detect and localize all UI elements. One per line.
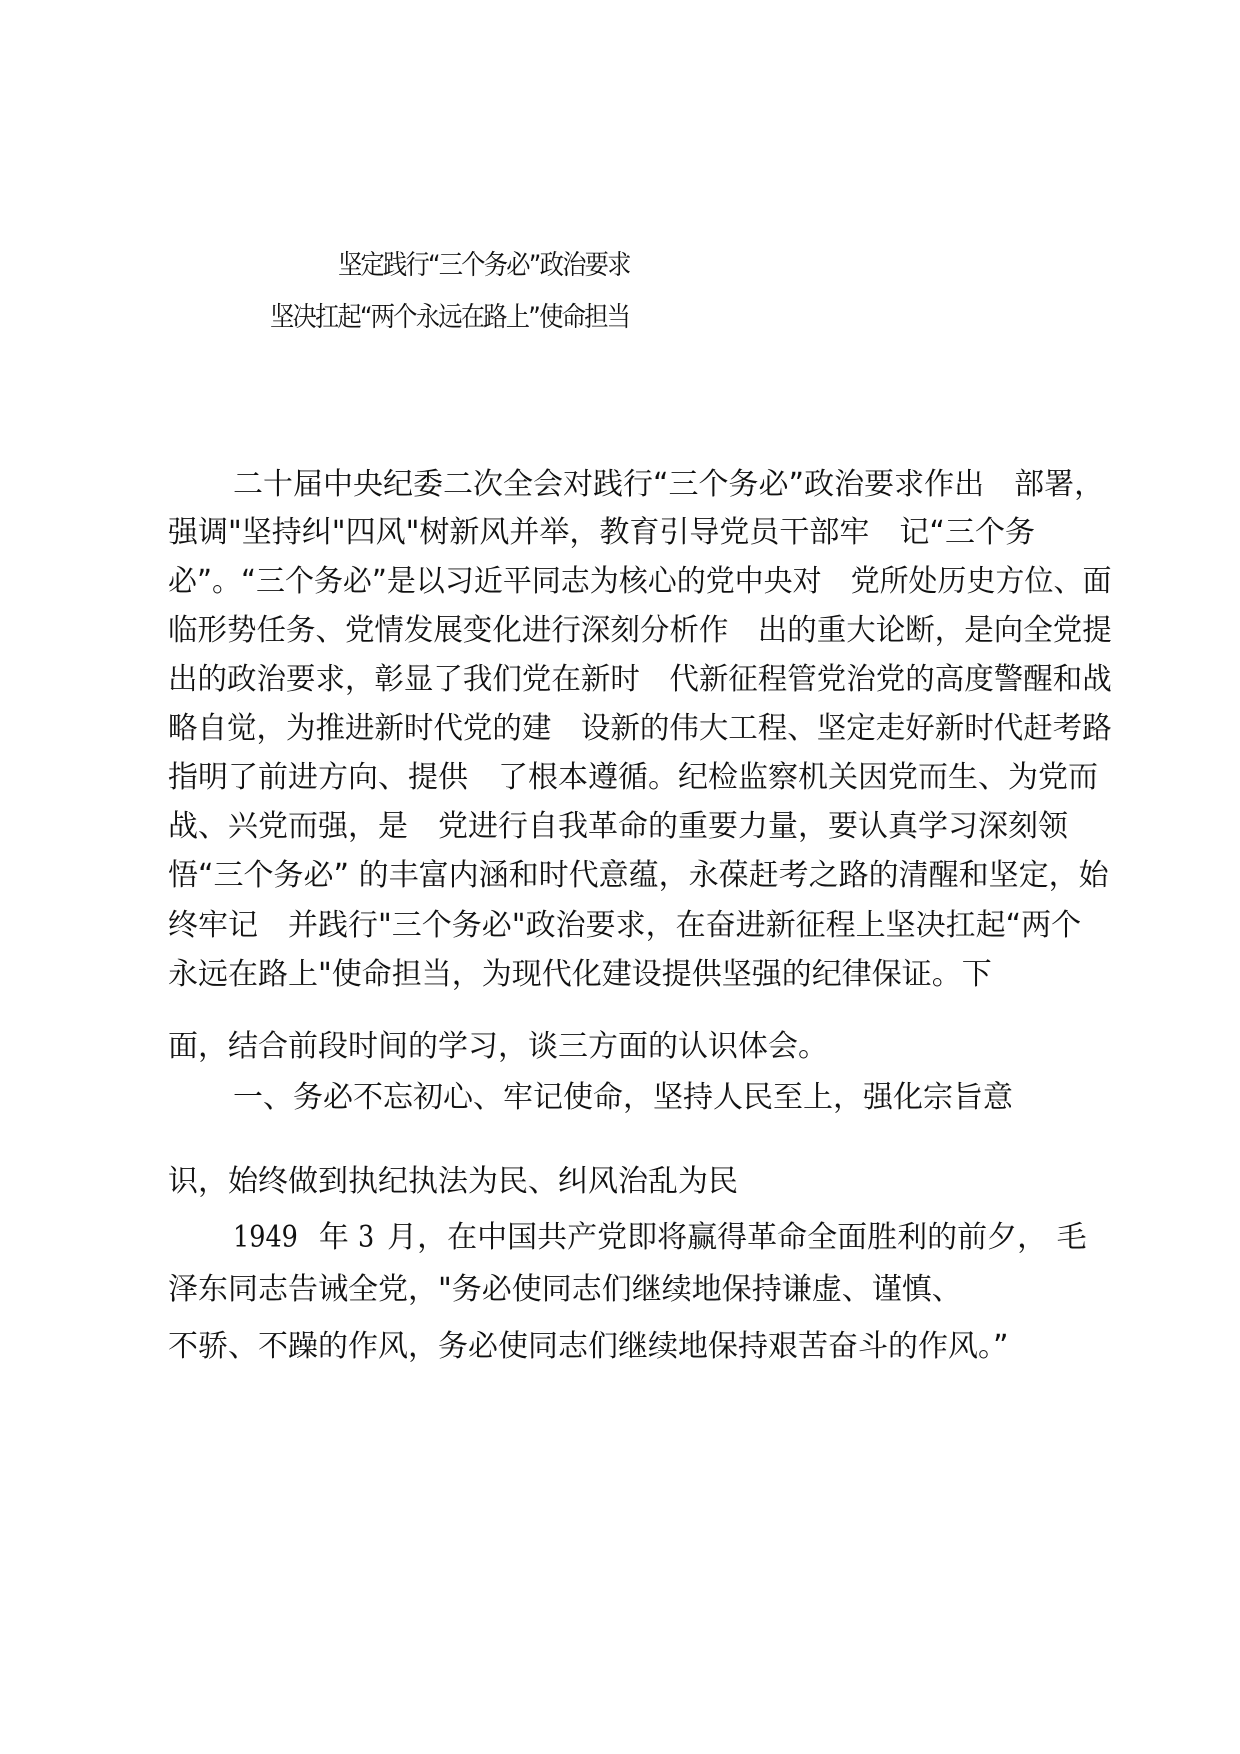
paragraph-line <box>233 1220 1087 1256</box>
year-value: 1949 <box>233 1220 298 1255</box>
month-suffix: 月，在中国共产党即将赢得革命全面胜利的前夕， 毛 <box>387 1220 1087 1255</box>
year-suffix: 年 <box>318 1220 349 1255</box>
paragraph-line: 出的政治要求，彰显了我们党在新时 代新征程管党治党的高度警醒和战 <box>168 662 1112 697</box>
paragraph-line: 泽东同志告诫全党，"务必使同志们继续地保持谦虚、谨慎、 <box>168 1272 962 1307</box>
paragraph-line: 不骄、不躁的作风，务必使同志们继续地保持艰苦奋斗的作风。” <box>168 1329 1009 1364</box>
section-heading-line-1: 一、务必不忘初心、牢记使命，坚持人民至上，强化宗旨意 <box>233 1080 1013 1115</box>
document-title-line-2: 坚决扛起“两个永远在路上”使命担当 <box>270 302 630 333</box>
paragraph-line: 终牢记 并践行"三个务必"政治要求，在奋进新征程上坚决扛起“两个 <box>168 908 1082 943</box>
paragraph-line: 略自觉，为推进新时代党的建 设新的伟大工程、坚定走好新时代赶考路 <box>168 711 1112 746</box>
paragraph-line: 面，结合前段时间的学习，谈三方面的认识体会。 <box>168 1029 828 1064</box>
paragraph-line: 永远在路上"使命担当，为现代化建设提供坚强的纪律保证。下 <box>168 957 992 992</box>
paragraph-line: 指明了前进方向、提供 了根本遵循。纪检监察机关因党而生、为党而 <box>168 760 1098 795</box>
section-heading-line-2: 识，始终做到执纪执法为民、纠风治乱为民 <box>168 1164 738 1199</box>
paragraph-line: 战、兴党而强，是 党进行自我革命的重要力量，要认真学习深刻领 <box>168 809 1068 844</box>
paragraph-line: 临形势任务、党情发展变化进行深刻分析作 出的重大论断，是向全党提 <box>168 613 1112 648</box>
document-title-line-1: 坚定践行“三个务必”政治要求 <box>338 250 630 281</box>
paragraph-line: 悟“三个务必” 的丰富内涵和时代意蕴，永葆赶考之路的清醒和坚定，始 <box>168 858 1109 893</box>
paragraph-line: 必”。“三个务必”是以习近平同志为核心的党中央对 党所处历史方位、面 <box>168 564 1112 599</box>
paragraph-line: 强调"坚持纠"四风"树新风并举，教育引导党员干部牢 记“三个务 <box>168 515 1035 550</box>
paragraph-line: 二十届中央纪委二次全会对践行“三个务必”政治要求作出 部署， <box>233 467 1105 502</box>
month-value: 3 <box>358 1220 375 1255</box>
